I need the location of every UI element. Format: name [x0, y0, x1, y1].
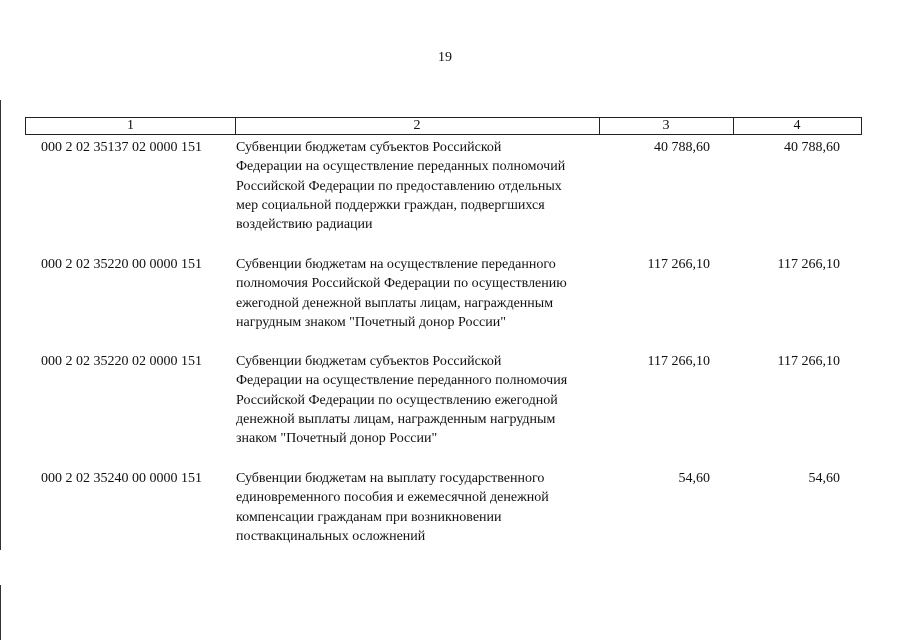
- amount-col-4: 54,60: [808, 471, 840, 486]
- description-line: знаком "Почетный донор России": [236, 431, 438, 447]
- description-line: воздействию радиации: [236, 217, 373, 233]
- description-line: мер социальной поддержки граждан, подвергшихся: [236, 197, 545, 213]
- description-line: Российской Федерации по предоставлению отдельных: [236, 178, 562, 194]
- amount-col-4: 117 266,10: [777, 257, 840, 272]
- description-line: поствакцинальных осложнений: [236, 528, 426, 544]
- amount-col-3: 117 266,10: [647, 257, 710, 272]
- scan-edge-line: [0, 100, 1, 550]
- amount-col-4: 40 788,60: [784, 140, 840, 155]
- row-description: [236, 469, 596, 546]
- description-line: нагрудным знаком "Почетный донор России": [236, 314, 506, 330]
- page-number: 19: [438, 50, 452, 65]
- description-line: Федерации на осуществление переданного полномочия: [236, 373, 568, 389]
- header-col-2: 2: [413, 118, 421, 133]
- amount-col-3: 40 788,60: [654, 140, 710, 155]
- description-line: денежной выплаты лицам, награжденным нагрудным: [236, 411, 556, 427]
- description-line: Субвенции бюджетам субъектов Российской: [236, 354, 502, 369]
- description-line: Субвенции бюджетам субъектов Российской: [236, 140, 502, 155]
- description-line: компенсации гражданам при возникновении: [236, 509, 502, 525]
- row-description: [236, 352, 596, 448]
- row-description: [236, 255, 596, 332]
- description-line: Субвенции бюджетам на осуществление переданного: [236, 257, 556, 272]
- budget-code: 000 2 02 35137 02 0000 151: [41, 140, 202, 155]
- header-col-4: 4: [793, 118, 801, 133]
- row-description: [236, 138, 596, 234]
- amount-col-3: 54,60: [678, 471, 710, 486]
- description-line: Субвенции бюджетам на выплату государственного: [236, 471, 545, 486]
- budget-code: 000 2 02 35220 00 0000 151: [41, 257, 202, 272]
- scan-edge-line-lower: [0, 585, 1, 640]
- description-line: полномочия Российской Федерации по осуществлению: [236, 276, 567, 292]
- header-col-3: 3: [662, 118, 670, 133]
- description-line: Российской Федерации по осуществлению ежегодной: [236, 392, 558, 408]
- budget-code: 000 2 02 35240 00 0000 151: [41, 471, 202, 486]
- table-header-row: [25, 117, 862, 135]
- description-line: единовременного пособия и ежемесячной денежной: [236, 490, 549, 506]
- budget-code: 000 2 02 35220 02 0000 151: [41, 354, 202, 369]
- amount-col-3: 117 266,10: [647, 354, 710, 369]
- header-col-1: 1: [127, 118, 134, 133]
- description-line: ежегодной денежной выплаты лицам, награжденным: [236, 295, 554, 311]
- description-line: Федерации на осуществление переданных полномочий: [236, 159, 566, 175]
- amount-col-4: 117 266,10: [777, 354, 840, 369]
